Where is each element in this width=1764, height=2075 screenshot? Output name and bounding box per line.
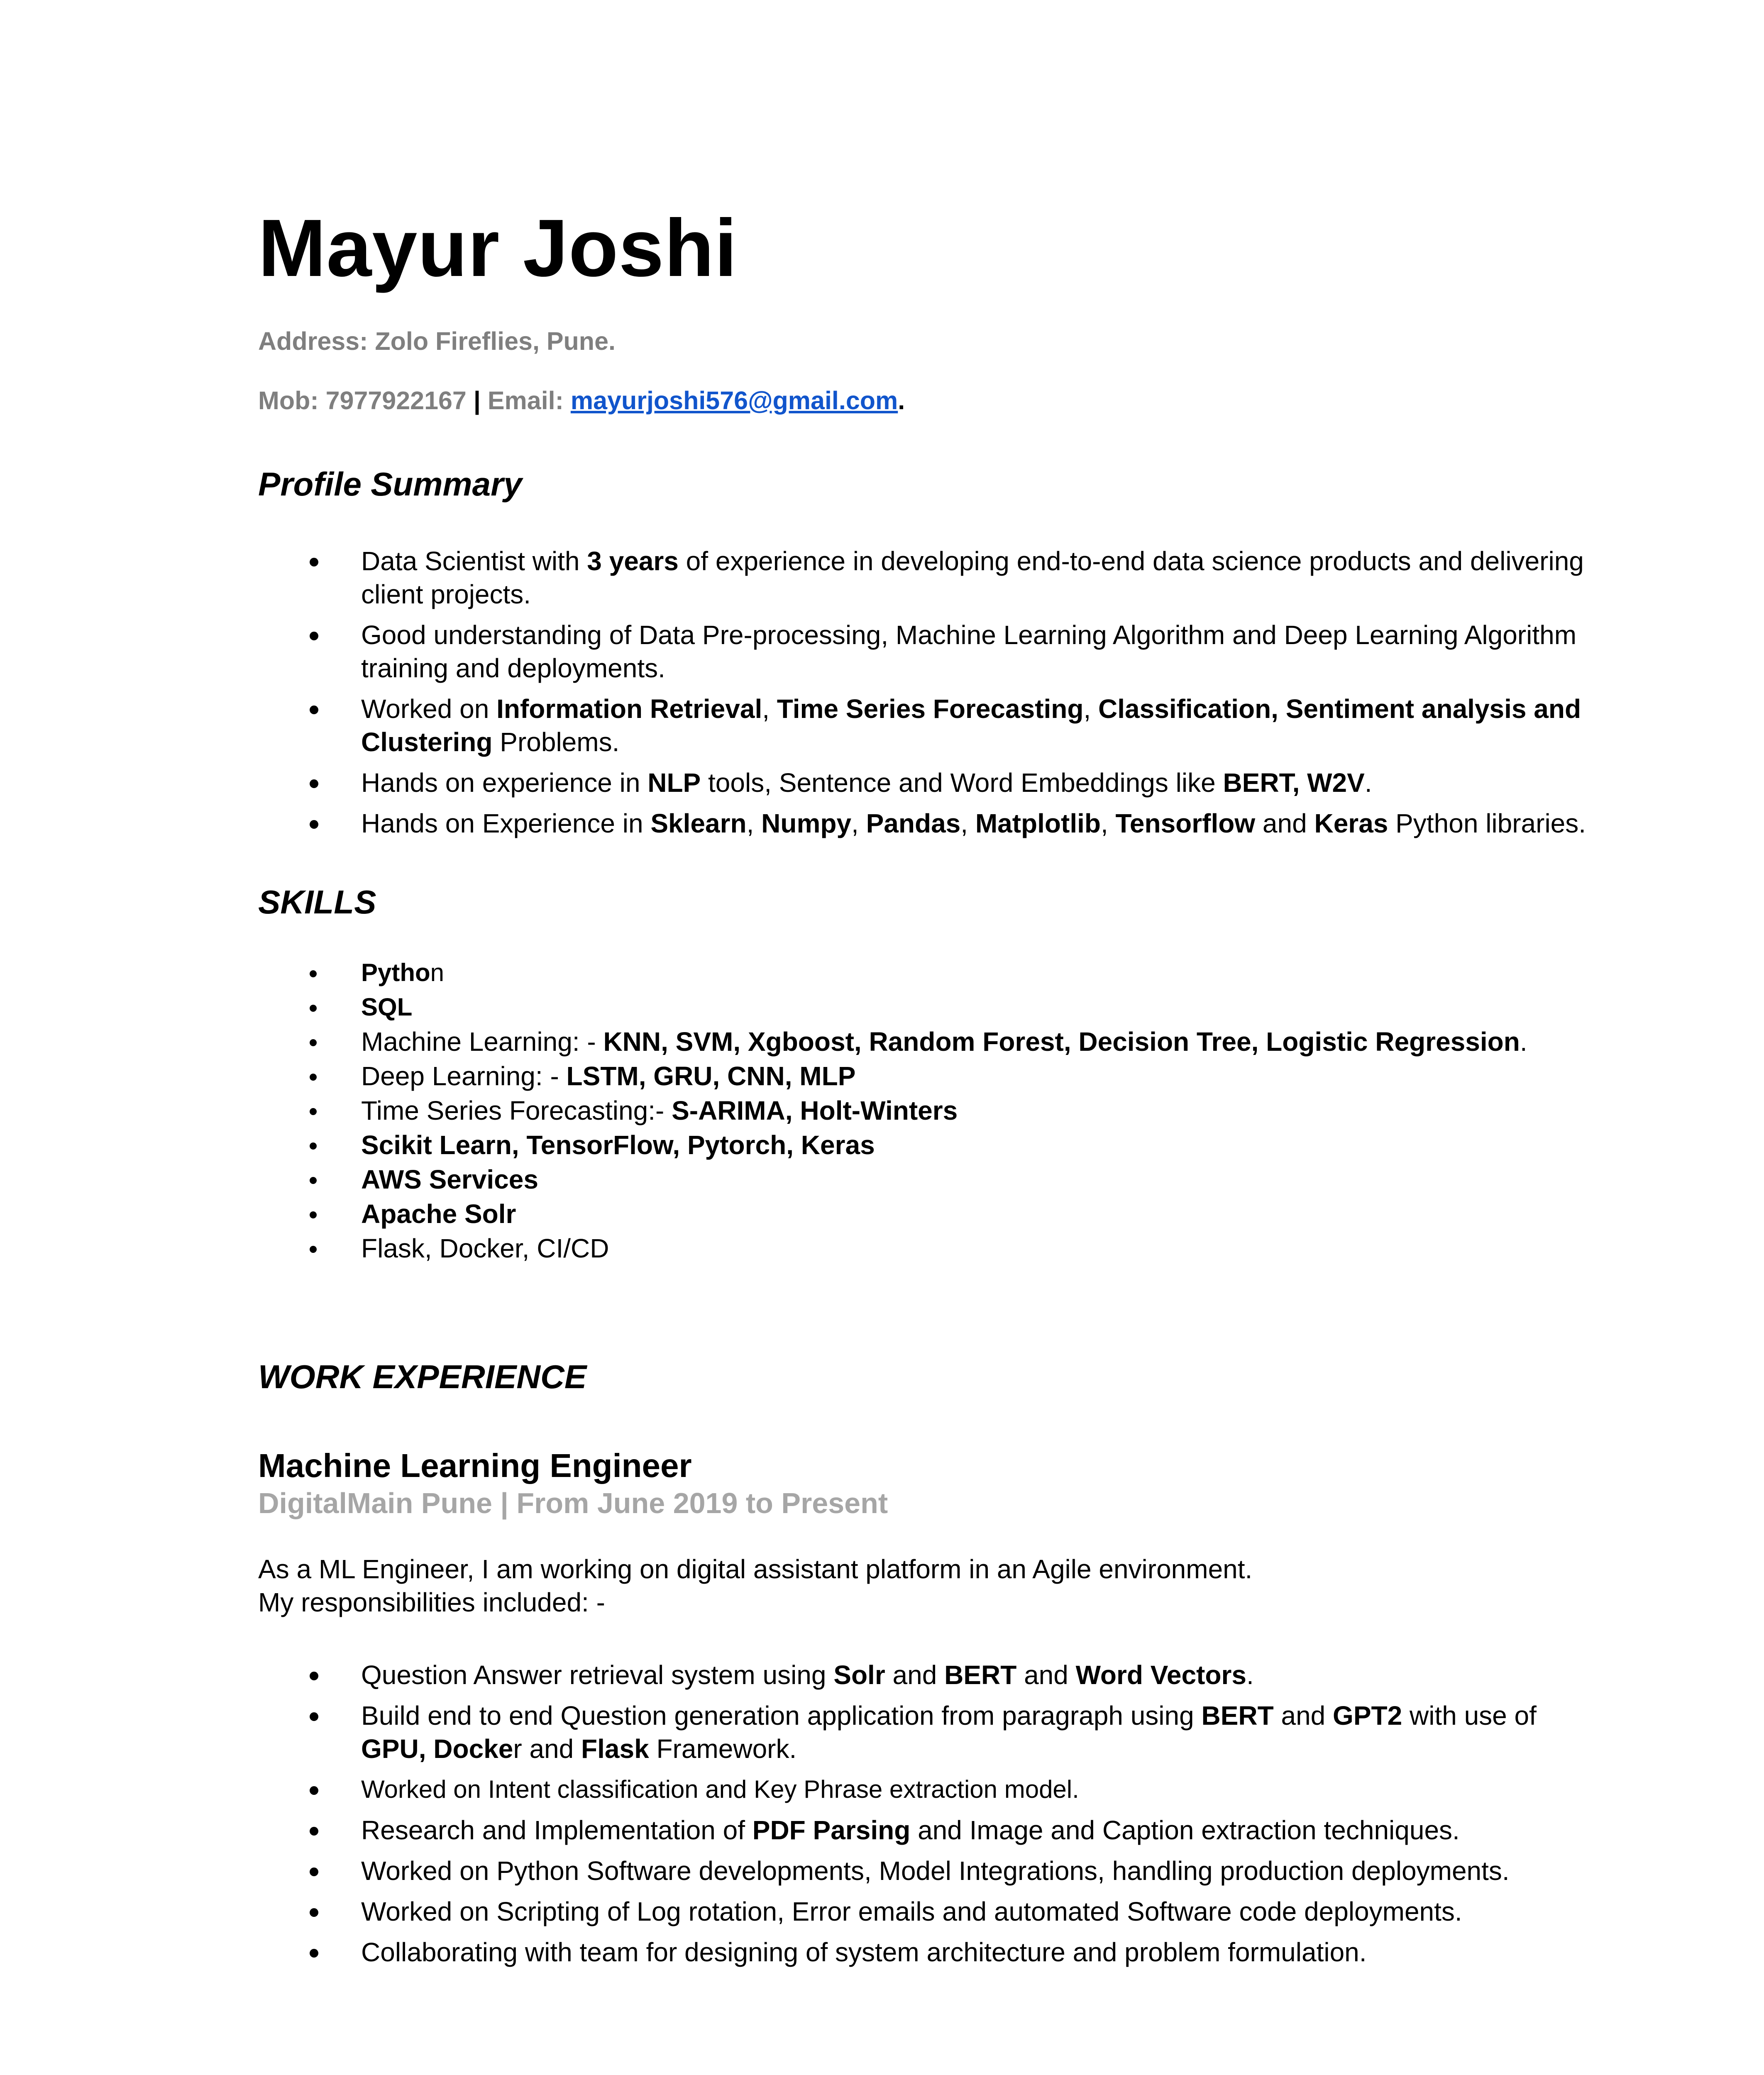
list-item: Python (258, 956, 1586, 989)
list-item: AWS Services (258, 1163, 1586, 1196)
list-item: Research and Implementation of PDF Parsing and Image and Caption extraction techniques. (258, 1814, 1586, 1847)
list-item: Hands on experience in NLP tools, Sentence and Word Embeddings like BERT, W2V. (258, 766, 1586, 799)
resume-content (258, 203, 1586, 1976)
list-item: Machine Learning: - KNN, SVM, Xgboost, Random Forest, Decision Tree, Logistic Regression. (258, 1025, 1586, 1058)
list-item: Good understanding of Data Pre-processing, Machine Learning Algorithm and Deep Learning Algorithm training and deployments. (258, 618, 1586, 685)
email-link[interactable]: mayurjoshi576@gmail.com (570, 386, 898, 415)
separator: | (473, 386, 481, 415)
address: Address: Zolo Fireflies, Pune. (258, 327, 616, 355)
job-title: Machine Learning Engineer (258, 1447, 692, 1484)
list-item: Worked on Intent classification and Key Phrase extraction model. (258, 1773, 1586, 1806)
list-item: Worked on Information Retrieval, Time Series Forecasting, Classification, Sentiment analysis and Clustering Problems. (258, 692, 1586, 759)
job-responsibilities-list (258, 1658, 1586, 1969)
mobile-number: Mob: 7977922167 (258, 386, 467, 415)
skills-list (258, 956, 1586, 1265)
list-item: Time Series Forecasting:- S-ARIMA, Holt-Winters (258, 1094, 1586, 1127)
list-item: Build end to end Question generation application from paragraph using BERT and GPT2 with use of GPU, Docker and Flask Framework. (258, 1699, 1586, 1765)
list-item: Question Answer retrieval system using Solr and BERT and Word Vectors. (258, 1658, 1586, 1692)
work-experience-heading: WORK EXPERIENCE (258, 1358, 587, 1396)
job-intro-line: As a ML Engineer, I am working on digital assistant platform in an Agile environment. (258, 1554, 1253, 1584)
profile-summary-list (258, 544, 1586, 840)
email-period: . (898, 386, 905, 415)
list-item: Collaborating with team for designing of system architecture and problem formulation. (258, 1936, 1586, 1969)
list-item: Worked on Scripting of Log rotation, Error emails and automated Software code deployments. (258, 1895, 1586, 1928)
list-item: Data Scientist with 3 years of experience in developing end-to-end data science products and delivering client projects. (258, 544, 1586, 611)
skills-heading: SKILLS (258, 884, 376, 921)
candidate-name: Mayur Joshi (258, 203, 738, 293)
profile-summary-heading: Profile Summary (258, 466, 522, 503)
job-company-dates: DigitalMain Pune | From June 2019 to Present (258, 1487, 888, 1520)
list-item: Scikit Learn, TensorFlow, Pytorch, Keras (258, 1128, 1586, 1162)
list-item: Apache Solr (258, 1197, 1586, 1230)
list-item: Deep Learning: - LSTM, GRU, CNN, MLP (258, 1059, 1586, 1093)
job-intro-line: My responsibilities included: - (258, 1587, 605, 1618)
contact-line (258, 386, 1586, 416)
list-item: Hands on Experience in Sklearn, Numpy, Pandas, Matplotlib, Tensorflow and Keras Python libraries. (258, 807, 1586, 840)
list-item: Worked on Python Software developments, Model Integrations, handling production deployments. (258, 1854, 1586, 1887)
job-intro (258, 1553, 1586, 1619)
list-item: Flask, Docker, CI/CD (258, 1232, 1586, 1265)
list-item: SQL (258, 991, 1586, 1024)
email-label: Email: (487, 386, 564, 415)
